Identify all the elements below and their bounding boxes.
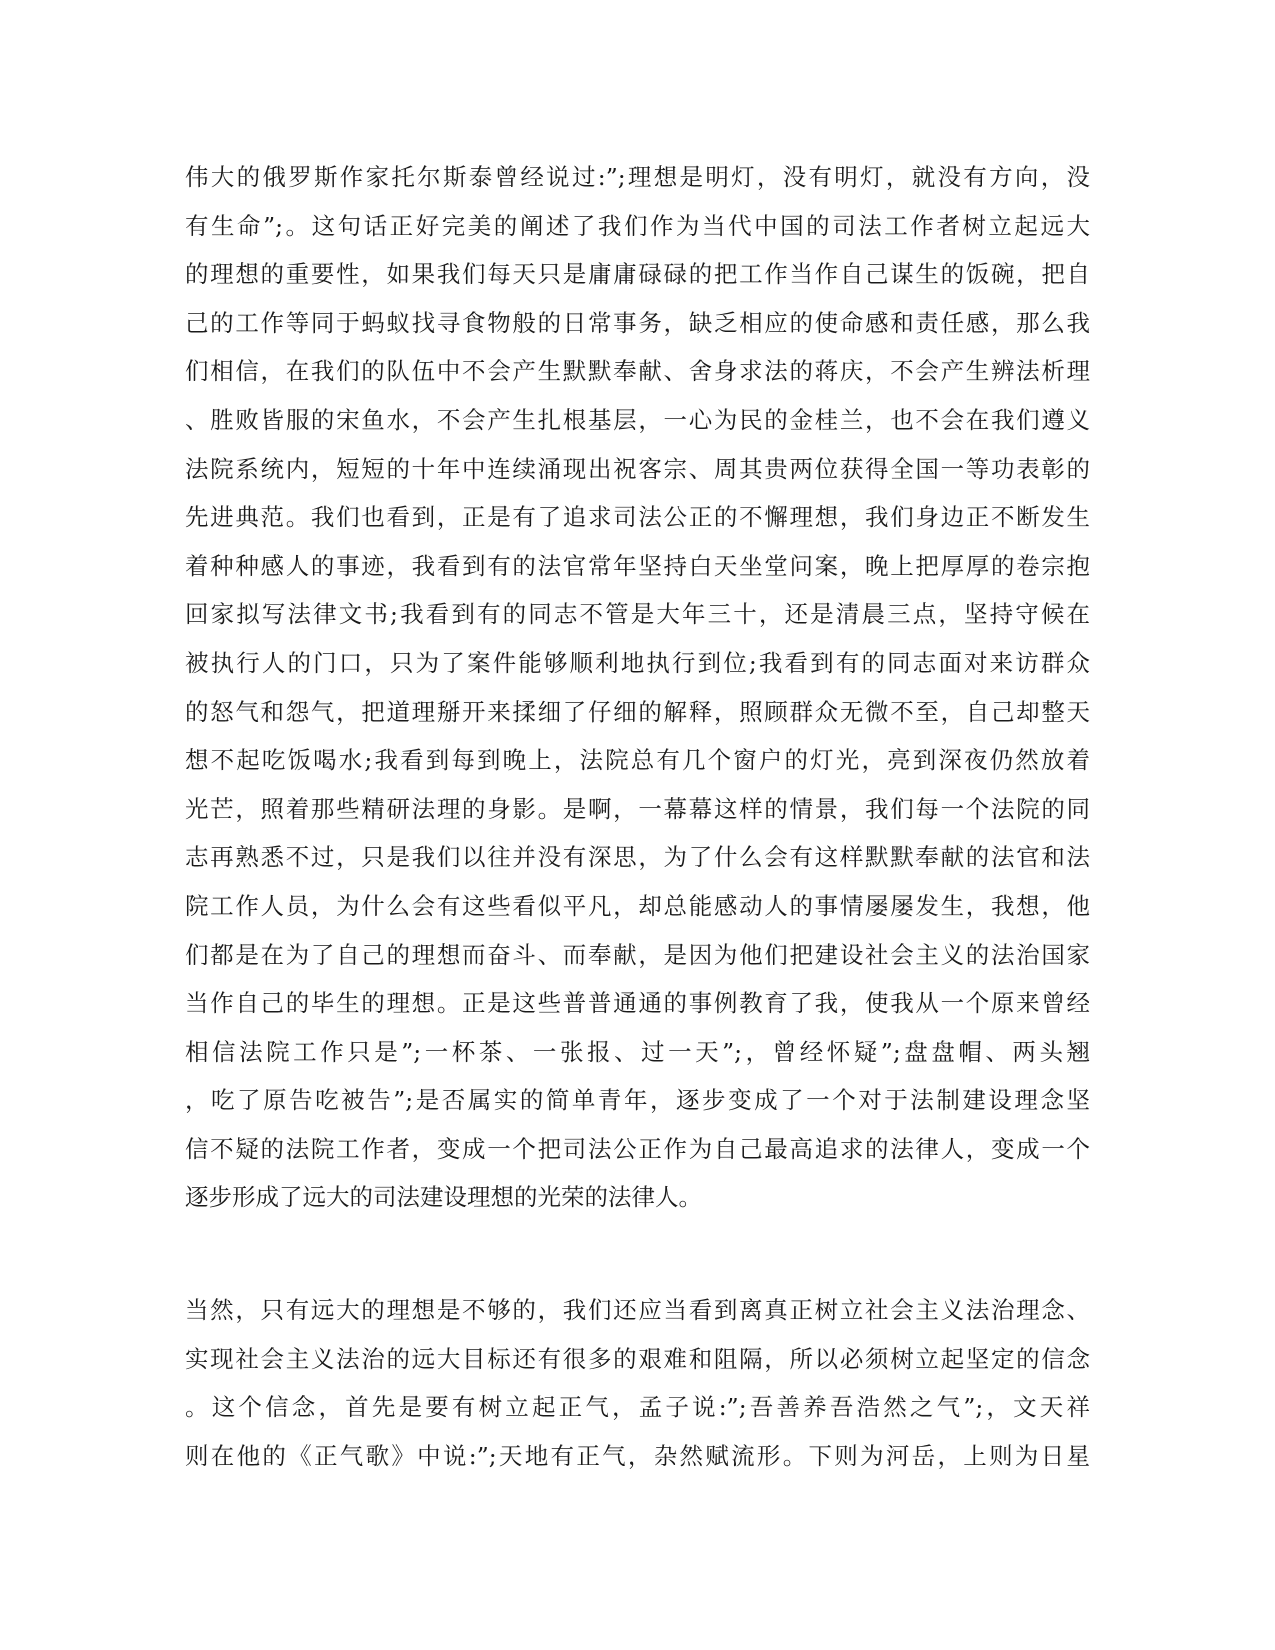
text-line: 光芒，照着那些精研法理的身影。是啊，一幕幕这样的情景，我们每一个法院的同 — [185, 794, 1090, 823]
text-line: 的怒气和怨气，把道理掰开来揉细了仔细的解释，照顾群众无微不至，自己却整天 — [185, 697, 1090, 726]
text-line: 想不起吃饭喝水;我看到每到晚上，法院总有几个窗户的灯光，亮到深夜仍然放着 — [185, 746, 1090, 775]
text-line: 则在他的《正气歌》中说:”;天地有正气，杂然赋流形。下则为河岳，上则为日星 — [185, 1441, 1090, 1470]
text-line: 伟大的俄罗斯作家托尔斯泰曾经说过:”;理想是明灯，没有明灯，就没有方向，没 — [185, 163, 1090, 191]
text-line: 志再熟悉不过，只是我们以往并没有深思，为了什么会有这样默默奉献的法官和法 — [185, 843, 1090, 872]
text-line: 法院系统内，短短的十年中连续涌现出祝客宗、周其贵两位获得全国一等功表彰的 — [185, 454, 1090, 483]
text-line: 实现社会主义法治的远大目标还有很多的艰难和阻隔，所以必须树立起坚定的信念 — [185, 1344, 1090, 1373]
text-line: 。这个信念，首先是要有树立起正气，孟子说:”;吾善养吾浩然之气”;，文天祥 — [185, 1393, 1090, 1422]
text-line: 当然，只有远大的理想是不够的，我们还应当看到离真正树立社会主义法治理念、 — [185, 1296, 1090, 1324]
text-line: 逐步形成了远大的司法建设理想的光荣的法律人。 — [185, 1183, 702, 1212]
text-line: 的理想的重要性，如果我们每天只是庸庸碌碌的把工作当作自己谋生的饭碗，把自 — [185, 260, 1090, 289]
text-line: 有生命”;。这句话正好完美的阐述了我们作为当代中国的司法工作者树立起远大 — [185, 211, 1090, 240]
text-line: 、胜败皆服的宋鱼水，不会产生扎根基层，一心为民的金桂兰，也不会在我们遵义 — [185, 405, 1090, 434]
text-line: 被执行人的门口，只为了案件能够顺利地执行到位;我看到有的同志面对来访群众 — [185, 648, 1090, 677]
text-line: 己的工作等同于蚂蚁找寻食物般的日常事务，缺乏相应的使命感和责任感，那么我 — [185, 308, 1090, 337]
paragraph-2 — [185, 1286, 1090, 1480]
text-line: 当作自己的毕生的理想。正是这些普普通通的事例教育了我，使我从一个原来曾经 — [185, 989, 1090, 1018]
text-line: ，吃了原告吃被告”;是否属实的简单青年，逐步变成了一个对于法制建设理念坚 — [185, 1086, 1090, 1115]
text-line: 们都是在为了自己的理想而奋斗、而奉献，是因为他们把建设社会主义的法治国家 — [185, 940, 1090, 969]
text-line: 院工作人员，为什么会有这些看似平凡，却总能感动人的事情屡屡发生，我想，他 — [185, 891, 1090, 920]
text-line: 先进典范。我们也看到，正是有了追求司法公正的不懈理想，我们身边正不断发生 — [185, 503, 1090, 532]
text-line: 信不疑的法院工作者，变成一个把司法公正作为自己最高追求的法律人，变成一个 — [185, 1134, 1090, 1163]
text-line: 着种种感人的事迹，我看到有的法官常年坚持白天坐堂问案，晚上把厚厚的卷宗抱 — [185, 551, 1090, 580]
text-line: 回家拟写法律文书;我看到有的同志不管是大年三十，还是清晨三点，坚持守候在 — [185, 600, 1090, 629]
text-line: 们相信，在我们的队伍中不会产生默默奉献、舍身求法的蒋庆，不会产生辨法析理 — [185, 357, 1090, 386]
text-line: 相信法院工作只是”;一杯茶、一张报、过一天”;，曾经怀疑”;盘盘帽、两头翘 — [185, 1037, 1090, 1066]
paragraph-1 — [185, 153, 1090, 1222]
